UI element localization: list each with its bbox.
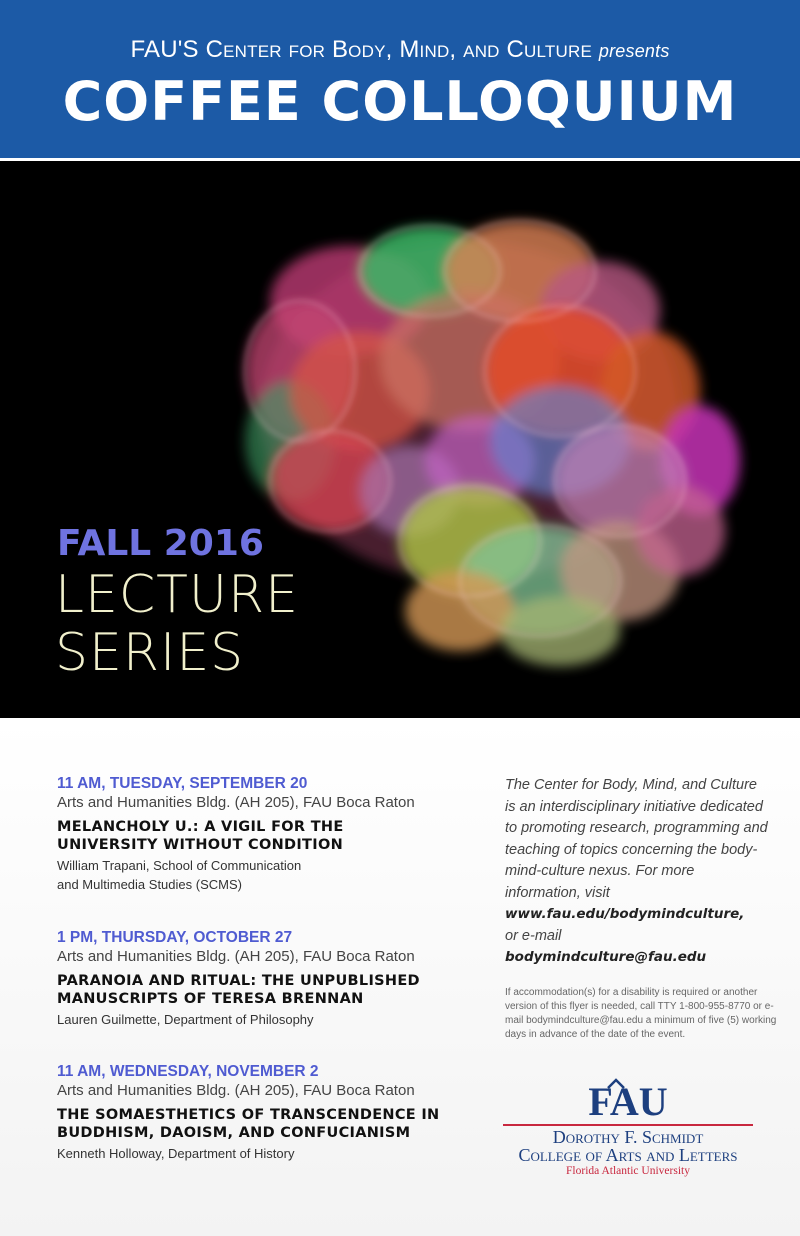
event-title-line1: MELANCHOLY U.: A VIGIL FOR THE xyxy=(57,819,344,835)
event-speaker-line2: and Multimedia Studies (SCMS) xyxy=(57,877,242,892)
college-logo xyxy=(503,1079,753,1178)
accommodation-note: If accommodation(s) for a disability is required or another version of this flyer is needed, call TTY 1-800-955-8770 or e-mail bodymindculture@fau.edu a minimum of five (5) working days in advance of the date of the event. xyxy=(505,987,777,1040)
fau-logo-text: FAU xyxy=(588,1079,668,1124)
event-time: 11 AM, TUESDAY, SEPTEMBER 20 xyxy=(57,775,308,792)
event-item xyxy=(57,775,487,894)
event-item xyxy=(57,1063,487,1163)
event-title-line2: BUDDHISM, DAOISM, AND CONFUCIANISM xyxy=(57,1125,411,1141)
college-name-line1: Dorothy F. Schmidt xyxy=(552,1127,704,1147)
event-title xyxy=(57,818,487,854)
event-speaker-line1: William Trapani, School of Communication xyxy=(57,858,302,873)
event-location: Arts and Humanities Bldg. (AH 205), FAU Boca Raton xyxy=(57,948,415,965)
header-banner xyxy=(0,0,800,158)
presenter-line xyxy=(0,36,800,64)
event-title-line1: PARANOIA AND RITUAL: THE UNPUBLISHED xyxy=(57,973,420,989)
event-title-line2: UNIVERSITY WITHOUT CONDITION xyxy=(57,837,344,853)
event-location: Arts and Humanities Bldg. (AH 205), FAU Boca Raton xyxy=(57,794,415,811)
about-text: The Center for Body, Mind, and Culture is an interdisciplinary initiative dedicated to promoting research, programming and teaching of topics concerning the body-mind-culture nexus. For more information, visit xyxy=(505,777,768,901)
logo-divider xyxy=(503,1124,753,1126)
event-speaker-line1: Lauren Guilmette, Department of Philosophy xyxy=(57,1012,314,1027)
event-time: 1 PM, THURSDAY, OCTOBER 27 xyxy=(57,929,293,946)
about-paragraph xyxy=(505,775,770,969)
series-title-line2: SERIES xyxy=(55,623,245,683)
page-title: COFFEE COLLOQUIUM xyxy=(62,70,738,133)
event-item xyxy=(57,929,487,1029)
event-speaker xyxy=(57,1010,487,1029)
content-section xyxy=(0,718,800,1236)
event-location: Arts and Humanities Bldg. (AH 205), FAU Boca Raton xyxy=(57,1082,415,1099)
about-or-email: or e-mail xyxy=(505,927,562,944)
event-speaker-line1: Kenneth Holloway, Department of History xyxy=(57,1146,295,1161)
about-url-link[interactable]: www.fau.edu/bodymindculture, xyxy=(505,906,745,922)
event-title-line1: THE SOMAESTHETICS OF TRANSCENDENCE IN xyxy=(57,1107,440,1123)
about-email-link[interactable]: bodymindculture@fau.edu xyxy=(505,949,707,965)
event-speaker xyxy=(57,856,487,894)
event-title xyxy=(57,1106,487,1142)
series-title xyxy=(55,566,299,682)
presenter-name: FAU'S Center for Body, Mind, and Culture xyxy=(130,36,592,63)
university-name: Florida Atlantic University xyxy=(566,1165,690,1177)
event-title xyxy=(57,972,487,1008)
hero-section xyxy=(0,161,800,718)
presents-label: presents xyxy=(598,41,670,61)
event-title-line2: MANUSCRIPTS OF TERESA BRENNAN xyxy=(57,991,364,1007)
fau-wordmark xyxy=(503,1079,753,1124)
series-title-line1: LECTURE xyxy=(55,565,299,625)
season-label: FALL 2016 xyxy=(57,523,264,564)
college-name-line2: College of Arts and Letters xyxy=(518,1145,738,1165)
event-speaker xyxy=(57,1144,487,1163)
event-time: 11 AM, WEDNESDAY, NOVEMBER 2 xyxy=(57,1063,319,1080)
owl-icon xyxy=(606,1078,626,1090)
